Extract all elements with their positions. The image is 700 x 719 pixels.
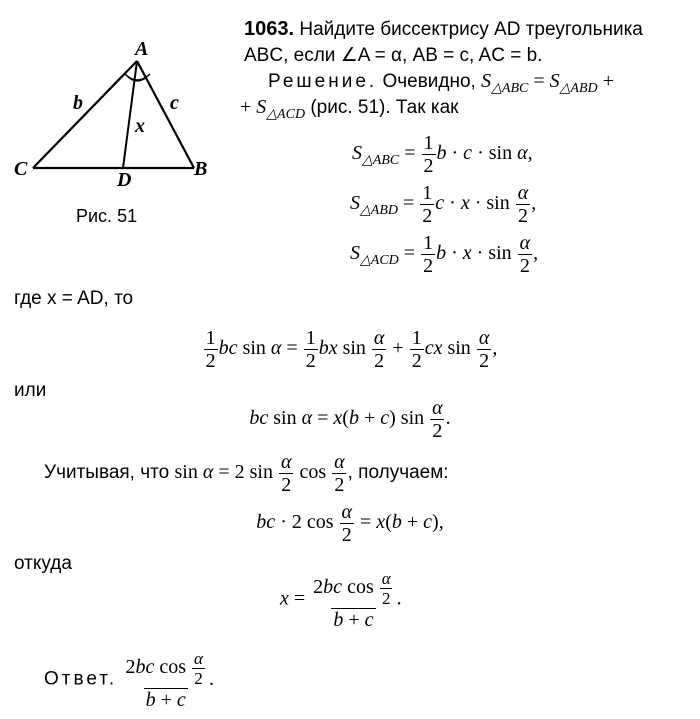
formula-s-abc: $S_{\triangle ABC}$ = $\frac{1}{2}$ b · c · sin α, bbox=[352, 132, 533, 177]
double-angle-identity: sin α = 2 sin $\frac{\alpha}{2}$ cos $\frac{\alpha}{2}$ bbox=[174, 451, 345, 496]
equation-bc-sin: bc sin α = x(b + c) sin $\frac{\alpha}{2}$ . bbox=[249, 397, 451, 442]
area-equation-tail: + $S_{\triangle ACD}$ bbox=[240, 96, 306, 122]
side-label-x: x bbox=[135, 115, 145, 137]
side-label-c: c bbox=[170, 92, 179, 114]
vertex-label-c: C bbox=[14, 158, 28, 180]
solution-intro: Очевидно, bbox=[382, 71, 476, 92]
equation-x-result: x = 2bc cos $\frac{\alpha}{2}$ b + c . bbox=[280, 569, 402, 631]
or-text: или bbox=[14, 380, 47, 401]
equation-cos: bc · 2 cos $\frac{\alpha}{2}$ = x(b + c), bbox=[256, 501, 444, 546]
equation-half-areas: $\frac{1}{2}$ bc sin α = $\frac{1}{2}$ bx sin $\frac{\alpha}{2}$ + $\frac{1}{2}$ cx sin $\frac{\alpha}{2}$ , bbox=[205, 327, 498, 372]
vertex-label-a: A bbox=[135, 38, 149, 60]
where-x-ad-text: где x = AD, то bbox=[14, 288, 134, 309]
figure-caption: Рис. 51 bbox=[76, 206, 138, 226]
given-prefix: Учитывая, что bbox=[44, 462, 170, 484]
formula-s-abd: $S_{\triangle ABD}$ = $\frac{1}{2}$ c · x · sin $\frac{\alpha}{2}$ , bbox=[350, 182, 537, 227]
whence-text: откуда bbox=[14, 553, 72, 574]
problem-line-2: ABC, если ∠A = α, AB = c, AC = b. bbox=[244, 45, 543, 66]
formula-s-acd: $S_{\triangle ACD}$ = $\frac{1}{2}$ b · x · sin $\frac{\alpha}{2}$ , bbox=[350, 232, 539, 277]
problem-number: 1063. bbox=[244, 18, 295, 40]
vertex-label-d: D bbox=[117, 169, 132, 191]
side-label-b: b bbox=[73, 92, 83, 114]
answer-label: Ответ. bbox=[44, 668, 118, 690]
solution-line-1 bbox=[268, 70, 614, 97]
problem-text-1: Найдите биссектрису AD треугольника bbox=[299, 19, 643, 40]
problem-line-1 bbox=[244, 18, 643, 41]
solution-label: Решение. bbox=[268, 71, 378, 92]
area-equation-head: $S_{\triangle ABC} = S_{\triangle ABD}$ + bbox=[481, 70, 614, 96]
given-line bbox=[44, 452, 449, 495]
answer-formula: 2bc cos $\frac{\alpha}{2}$ b + c . bbox=[125, 649, 214, 711]
where-x-ad bbox=[14, 288, 133, 310]
side-ac bbox=[33, 61, 137, 168]
answer-line bbox=[44, 650, 214, 710]
solution-line-2-text: (рис. 51). Так как bbox=[310, 97, 459, 118]
vertex-label-b: B bbox=[194, 158, 208, 180]
given-suffix: , получаем: bbox=[347, 462, 449, 484]
solution-line-2 bbox=[240, 96, 458, 123]
